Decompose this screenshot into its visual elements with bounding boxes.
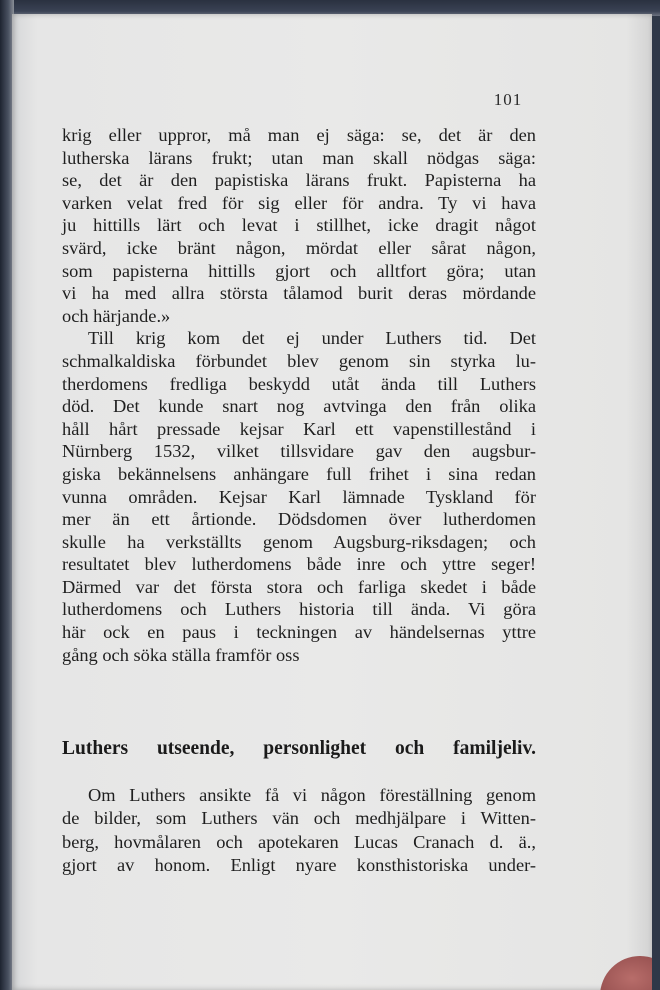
text-line: resultatet blev lutherdomens både inre och yttre seger! bbox=[62, 554, 536, 575]
text-line: som papisterna hittills gjort och alltfort göra; utan bbox=[62, 260, 536, 281]
section-heading: Luthers utseende, personlighet och familjeliv. bbox=[62, 738, 536, 759]
text-line: vunna områden. Kejsar Karl lämnade Tyskland för bbox=[62, 486, 536, 507]
text-line: de bilder, som Luthers vän och medhjälpare i Witten- bbox=[62, 808, 536, 829]
text-line: vi ha med allra största tålamod burit deras mördande bbox=[62, 283, 536, 304]
text-line: krig eller uppror, må man ej säga: se, det är den bbox=[62, 125, 536, 145]
text-line: ju hittills lärt och levat i stillhet, icke dragit något bbox=[62, 215, 536, 236]
text-line: här ock en paus i teckningen av händelsernas yttre bbox=[62, 622, 536, 643]
section-text bbox=[62, 784, 536, 878]
text-line: Om Luthers ansikte få vi någon föreställning genom bbox=[88, 785, 536, 805]
text-line: therdomens fredliga beskydd utåt ända till Luthers bbox=[62, 373, 536, 394]
paragraph-2 bbox=[62, 327, 536, 666]
text-line: och härjande.» bbox=[62, 305, 171, 326]
text-line: svärd, icke bränt någon, mördat eller sårat någon, bbox=[62, 237, 536, 258]
text-line: se, det är den papistiska lärans frukt. Papisterna ha bbox=[62, 170, 536, 191]
body-text bbox=[62, 124, 536, 666]
page-number: 101 bbox=[493, 90, 523, 109]
text-line: gjort av honom. Enligt nyare konsthistoriska under- bbox=[62, 855, 536, 876]
text-line: Därmed var det första stora och farliga skedet i både bbox=[62, 576, 536, 597]
text-line: lutherdomens och Luthers historia till ända. Vi göra bbox=[62, 599, 536, 620]
text-line: skulle ha verkställts genom Augsburg-riksdagen; och bbox=[62, 531, 536, 552]
thumb bbox=[600, 956, 652, 990]
text-line: mer än ett årtionde. Dödsdomen över lutherdomen bbox=[62, 509, 536, 530]
text-line: schmalkaldiska förbundet blev genom sin styrka lu- bbox=[62, 350, 536, 371]
text-line: Till krig kom det ej under Luthers tid. Det bbox=[88, 328, 536, 349]
text-line: varken velat fred för sig eller för andra. Ty vi hava bbox=[62, 192, 536, 213]
text-line: berg, hovmålaren och apotekaren Lucas Cranach d. ä., bbox=[62, 831, 536, 852]
text-line: Nürnberg 1532, vilket tillsvidare gav den augsbur- bbox=[62, 441, 536, 462]
text-line: lutherska lärans frukt; utan man skall nödgas säga: bbox=[62, 147, 536, 168]
text-line: håll hårt pressade kejsar Karl ett vapenstillestånd i bbox=[62, 418, 536, 439]
book-page bbox=[12, 14, 652, 990]
text-line: död. Det kunde snart nog avtvinga den från olika bbox=[62, 396, 536, 417]
paragraph-1 bbox=[62, 124, 536, 327]
text-line: giska bekännelsens anhängare full frihet i sina redan bbox=[62, 463, 536, 484]
text-line: gång och söka ställa framför oss bbox=[62, 644, 300, 665]
